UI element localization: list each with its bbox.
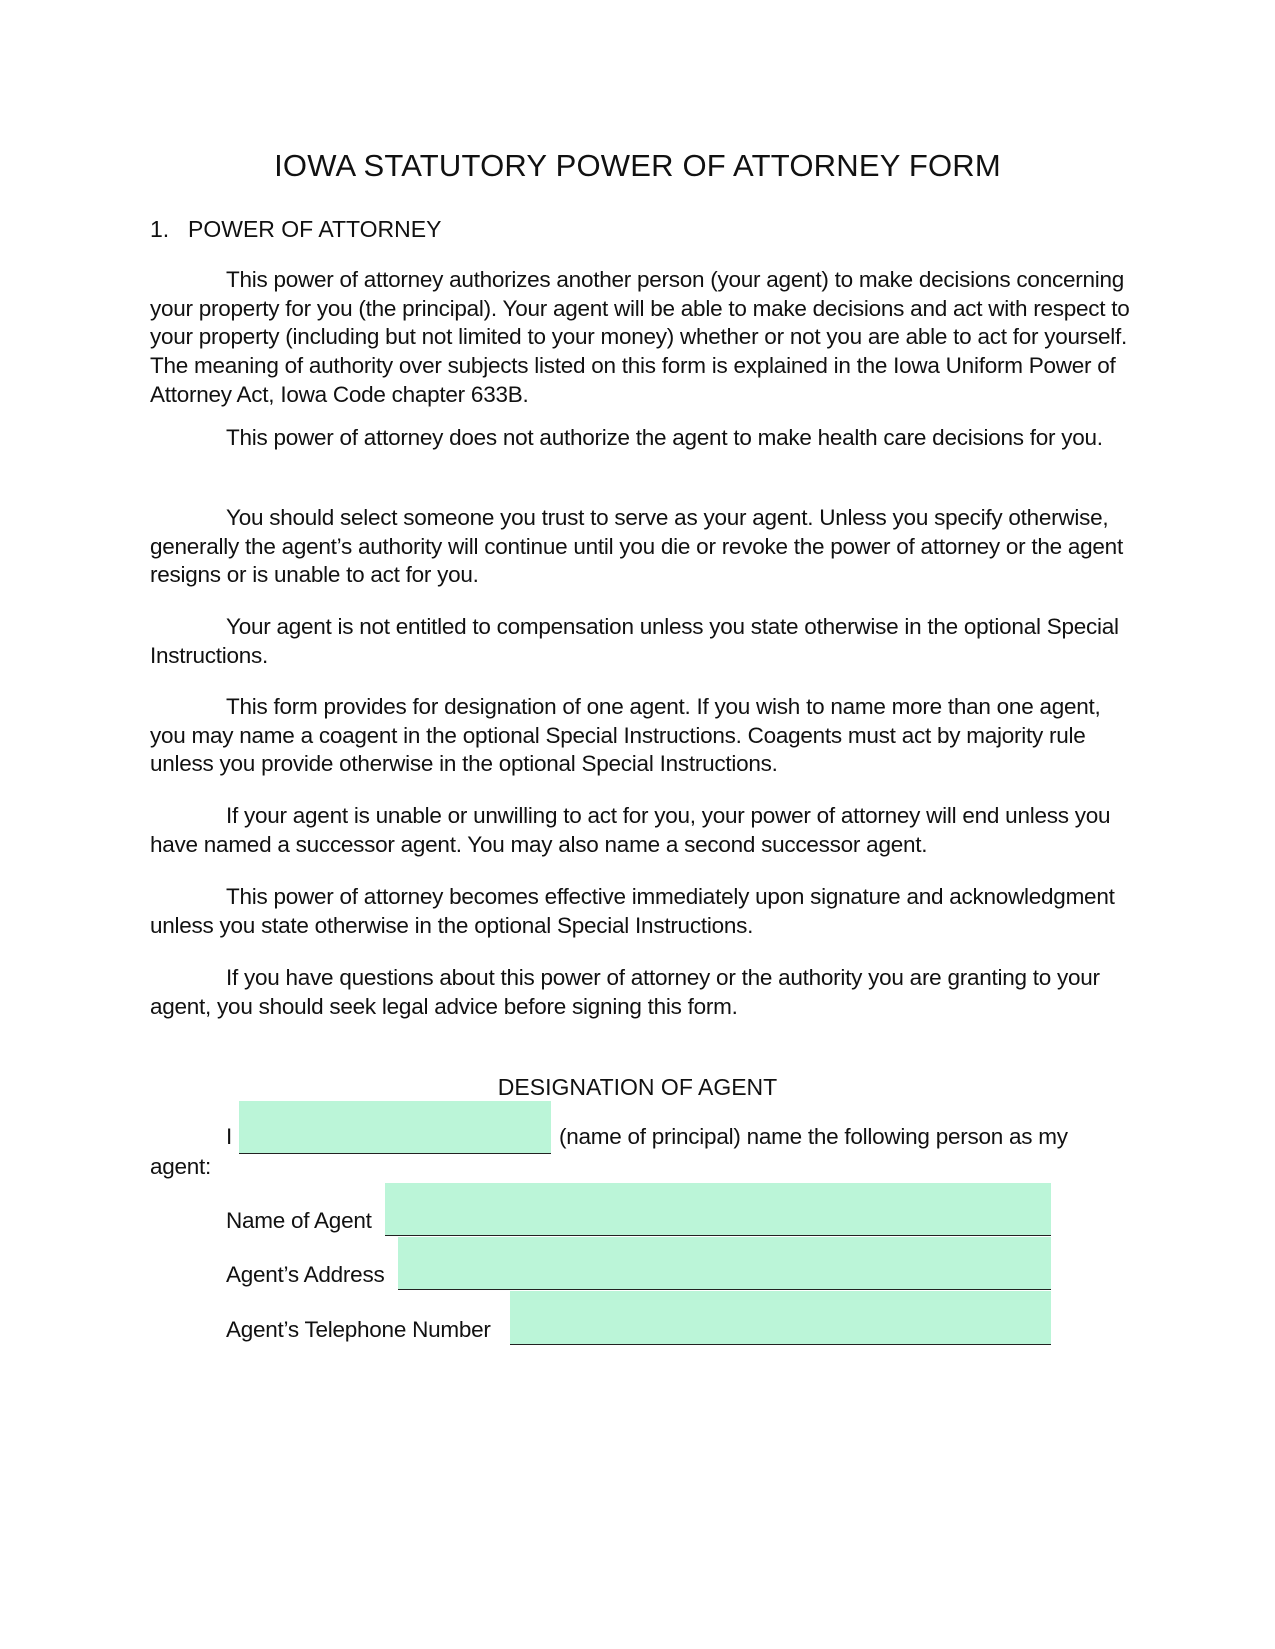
section-heading-text: POWER OF ATTORNEY: [188, 216, 442, 242]
designation-heading: DESIGNATION OF AGENT: [497, 1074, 778, 1100]
paragraph-block-4: [150, 613, 1135, 670]
agent-phone-field[interactable]: [510, 1291, 1051, 1345]
paragraph-block-5: [150, 693, 1135, 779]
paragraph: If your agent is unable or unwilling to act for you, your power of attorney will end unless you have named a successor agent. You may also name a second successor agent.: [150, 803, 1111, 857]
paragraph-block-1: [150, 266, 1135, 410]
paragraph-block-7: [150, 883, 1135, 940]
agent-address-label: Agent’s Address: [226, 1262, 385, 1287]
principal-suffix: (name of principal) name the following person as my: [559, 1124, 1068, 1149]
agent-phone-label: Agent’s Telephone Number: [226, 1317, 491, 1342]
paragraph: This form provides for designation of one agent. If you wish to name more than one agent, you may name a coagent in the optional Special Instructions. Coagents must act by majority rule unless you provide otherwise in the optional Special Instructions.: [150, 694, 1101, 777]
agent-name-field[interactable]: [385, 1183, 1051, 1236]
paragraph-block-2: [150, 424, 1135, 453]
agent-name-label: Name of Agent: [226, 1208, 372, 1233]
principal-name-field[interactable]: [239, 1101, 551, 1154]
paragraph: If you have questions about this power of attorney or the authority you are granting to your agent, you should seek legal advice before signing this form.: [150, 965, 1100, 1019]
paragraph-block-6: [150, 802, 1135, 859]
paragraph-block-3: [150, 504, 1135, 590]
paragraph: Your agent is not entitled to compensation unless you state otherwise in the optional Special Instructions.: [150, 614, 1119, 668]
paragraph: This power of attorney becomes effective immediately upon signature and acknowledgment unless you state otherwise in the optional Special Instructions.: [150, 884, 1115, 938]
principal-prefix: I: [226, 1124, 233, 1149]
paragraph: This power of attorney does not authorize the agent to make health care decisions for you.: [226, 425, 1103, 450]
paragraph-block-8: [150, 964, 1135, 1021]
principal-continuation: agent:: [150, 1154, 212, 1179]
section-number: 1.: [150, 216, 170, 242]
paragraph: This power of attorney authorizes another person (your agent) to make decisions concerning your property for you (the principal). Your agent will be able to make decisions and act with respect to your property (including but not limited to your money) whether or not you are able to act for yourself. The meaning of authority over subjects listed on this form is explained in the Iowa Uniform Power of Attorney Act, Iowa Code chapter 633B.: [150, 267, 1130, 407]
agent-address-field[interactable]: [398, 1237, 1051, 1290]
document-title: IOWA STATUTORY POWER OF ATTORNEY FORM: [274, 148, 1001, 183]
section-heading: [150, 216, 441, 243]
paragraph: You should select someone you trust to serve as your agent. Unless you specify otherwise, generally the agent’s authority will continue until you die or revoke the power of attorney or the agent resigns or is unable to act for you.: [150, 505, 1123, 588]
